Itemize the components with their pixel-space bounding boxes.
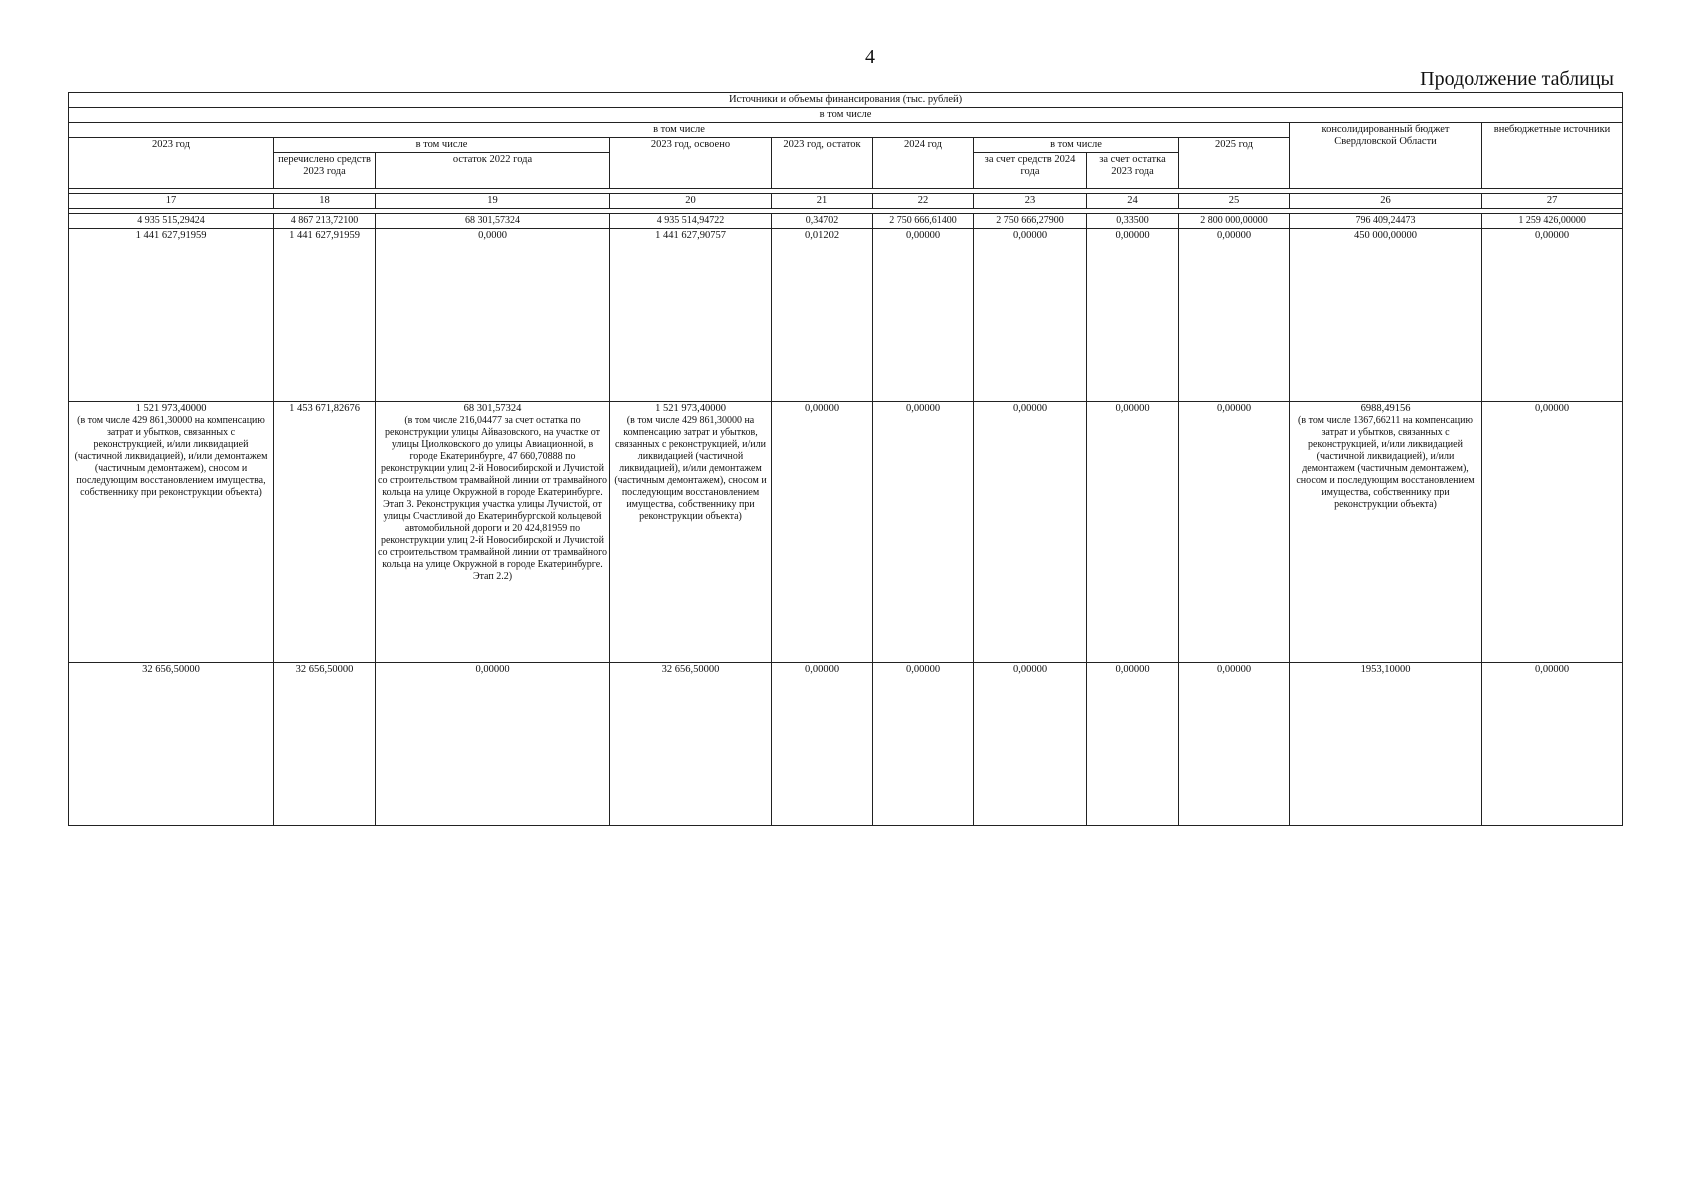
header-consolidated-budget: консолидированный бюджет Свердловской Области: [1290, 123, 1482, 189]
column-number: 24: [1087, 194, 1179, 209]
table-cell: 0,00000: [873, 229, 974, 402]
table-row: [69, 229, 1623, 402]
table-cell: 450 000,00000: [1290, 229, 1482, 402]
table-cell: 1 441 627,91959: [274, 229, 376, 402]
header-extra-budget: внебюджетные источники: [1482, 123, 1623, 189]
header-2023-mastered: 2023 год, освоено: [610, 138, 772, 189]
cell-note: (в том числе 216,04477 за счет остатка по реконструкции улицы Айвазовского, на участке от улицы Циолковского до улицы Авиационной, в городе Екатеринбурге, 47 660,70888 по реконструкции улиц 2-й Новосибирской и Лучистой со строительством трамвайной линии от трамвайного кольца на улице Окружной в городе Екатеринбурге. Этап 3. Реконструкция участка улицы Лучистой, от улицы Счастливой до Екатеринбургской кольцевой автомобильной дороги и 20 424,81959 по реконструкции улиц 2-й Новосибирской и Лучистой со строительством трамвайной линии от трамвайного кольца на улице Окружной в городе Екатеринбурге. Этап 2.2): [378, 415, 607, 582]
table-row: [69, 214, 1623, 229]
column-number: 26: [1290, 194, 1482, 209]
table-cell: 0,00000: [1087, 229, 1179, 402]
table-cell: 2 750 666,61400: [873, 214, 974, 229]
column-number: 25: [1179, 194, 1290, 209]
cell-note: (в том числе 1367,66211 на компенсацию затрат и убытков, связанных с реконструкцией, и/или ликвидацией (частичной ликвидацией), и/или демонтажем (частичным демонтажем), сносом и последующим восстановлением имущества, собственнику при реконструкции объекта): [1296, 415, 1475, 510]
table-cell: [610, 402, 772, 663]
table-cell: 1 441 627,90757: [610, 229, 772, 402]
table-cell: 0,00000: [1482, 663, 1623, 826]
table-cell: 2 750 666,27900: [974, 214, 1087, 229]
table-cell: 0,00000: [1087, 663, 1179, 826]
table-cell: 0,00000: [873, 663, 974, 826]
cell-note: (в том числе 429 861,30000 на компенсацию затрат и убытков, связанных с реконструкцией, и/или ликвидацией (частичной ликвидацией), и/или демонтажем (частичным демонтажем), сносом и последующим восстановлением имущества, собственнику при реконструкции объекта): [74, 415, 268, 498]
header-in-total: в том числе: [69, 108, 1623, 123]
table-cell: 0,00000: [873, 402, 974, 663]
table-cell: [69, 402, 274, 663]
table-cell: 1 259 426,00000: [1482, 214, 1623, 229]
table-cell: 0,00000: [974, 663, 1087, 826]
header-transferred: перечислено средств 2023 года: [274, 153, 376, 189]
header-2023: 2023 год: [69, 138, 274, 189]
header-2023-remainder: 2023 год, остаток: [772, 138, 873, 189]
table-cell: 4 867 213,72100: [274, 214, 376, 229]
table-cell: [1290, 402, 1482, 663]
table-cell: 0,00000: [1179, 402, 1290, 663]
table-cell: 0,00000: [974, 402, 1087, 663]
table-cell: [376, 402, 610, 663]
table-continuation-label: Продолжение таблицы: [1420, 68, 1614, 90]
page-number: 4: [865, 46, 875, 68]
table-cell: 0,34702: [772, 214, 873, 229]
table-cell: 0,00000: [376, 663, 610, 826]
table-cell: 0,00000: [772, 663, 873, 826]
header-2024: 2024 год: [873, 138, 974, 189]
table-cell: 32 656,50000: [610, 663, 772, 826]
table-cell: 0,00000: [1179, 229, 1290, 402]
table-cell: 0,33500: [1087, 214, 1179, 229]
column-number: 27: [1482, 194, 1623, 209]
table-cell: 0,00000: [772, 402, 873, 663]
table-cell: 68 301,57324: [376, 214, 610, 229]
header-in-total-4: в том числе: [974, 138, 1179, 153]
column-number: 17: [69, 194, 274, 209]
table-cell: 1953,10000: [1290, 663, 1482, 826]
table-cell: 0,00000: [1482, 402, 1623, 663]
column-number: 19: [376, 194, 610, 209]
column-number: 18: [274, 194, 376, 209]
cell-value: 1 521 973,40000: [655, 403, 726, 414]
cell-value: 6988,49156: [1360, 403, 1411, 414]
header-in-total-2: в том числе: [69, 123, 1290, 138]
table-cell: 2 800 000,00000: [1179, 214, 1290, 229]
header-remainder-2022: остаток 2022 года: [376, 153, 610, 189]
table-row: [69, 663, 1623, 826]
table-cell: 1 453 671,82676: [274, 402, 376, 663]
header-2025: 2025 год: [1179, 138, 1290, 189]
header-in-total-3: в том числе: [274, 138, 610, 153]
table-cell: 4 935 515,29424: [69, 214, 274, 229]
table-row: [69, 402, 1623, 663]
table-cell: 1 441 627,91959: [69, 229, 274, 402]
column-number: 22: [873, 194, 974, 209]
header-funds-2024: за счет средств 2024 года: [974, 153, 1087, 189]
table-cell: 796 409,24473: [1290, 214, 1482, 229]
header-remainder-2023: за счет остатка 2023 года: [1087, 153, 1179, 189]
cell-note: (в том числе 429 861,30000 на компенсацию затрат и убытков, связанных с реконструкцией, и/или ликвидацией (частичной ликвидацией), и/или демонтажем (частичным демонтажем), сносом и последующим восстановлением имущества, собственнику при реконструкции объекта): [614, 415, 767, 522]
financing-table: [68, 92, 1623, 826]
column-number: 21: [772, 194, 873, 209]
header-main-title: Источники и объемы финансирования (тыс. рублей): [69, 93, 1623, 108]
table-cell: 0,00000: [974, 229, 1087, 402]
table-cell: 32 656,50000: [69, 663, 274, 826]
cell-value: 1 521 973,40000: [135, 403, 207, 414]
table-cell: 0,01202: [772, 229, 873, 402]
column-number: 23: [974, 194, 1087, 209]
cell-value: 68 301,57324: [463, 403, 522, 414]
table-cell: 4 935 514,94722: [610, 214, 772, 229]
table-cell: 32 656,50000: [274, 663, 376, 826]
table-cell: 0,00000: [1179, 663, 1290, 826]
table-cell: 0,00000: [1087, 402, 1179, 663]
table-cell: 0,0000: [376, 229, 610, 402]
column-number: 20: [610, 194, 772, 209]
table-cell: 0,00000: [1482, 229, 1623, 402]
